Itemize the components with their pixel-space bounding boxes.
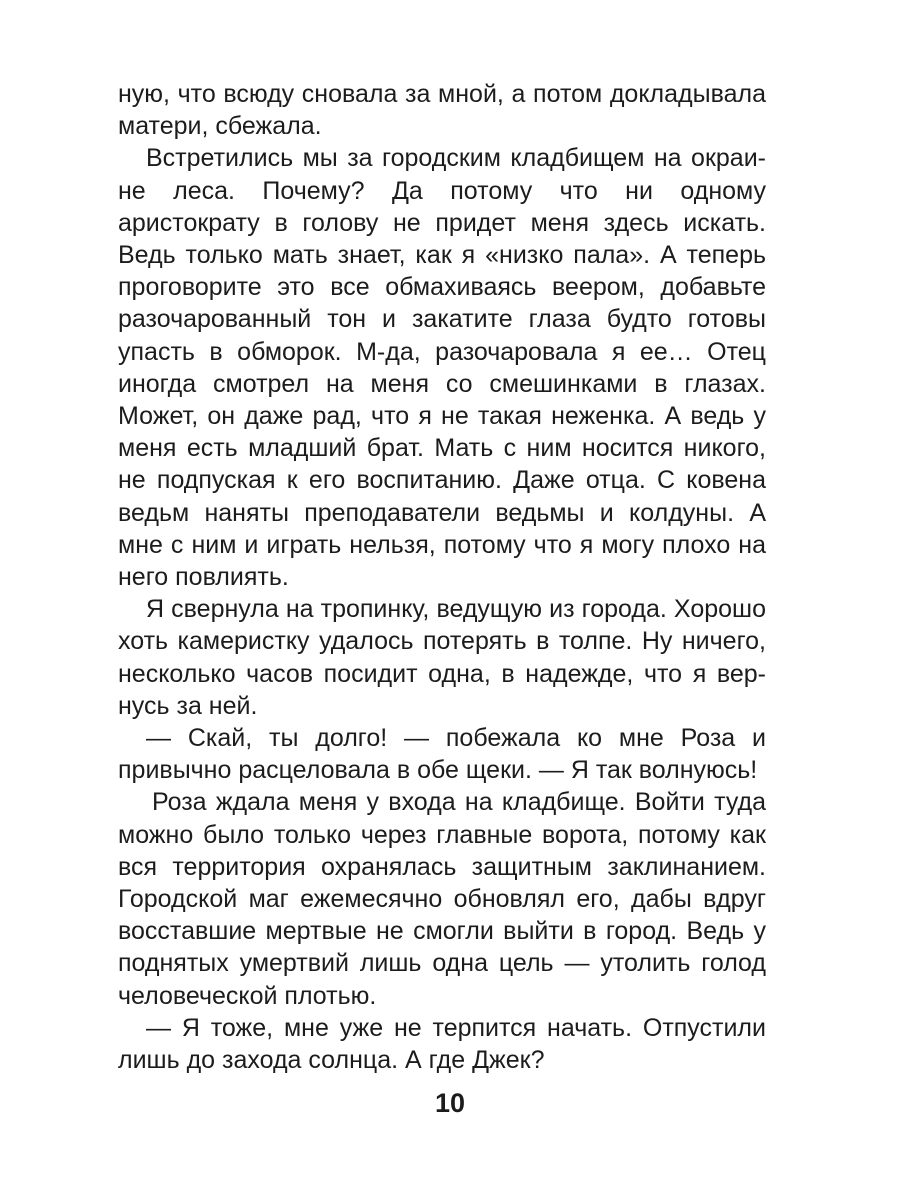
- paragraph-4: — Скай, ты долго! — побежала ко мне Роза и привычно расцеловала в обе щеки. — Я так волнуюсь!: [118, 724, 766, 785]
- paragraph-2: Встретились мы за городским кладбищем на окраине леса. Почему? Да потому что ни одному аристократу в голову не придет меня здесь искать. Ведь только мать знает, как я «низко пала». А теперь проговорите это все обмахиваясь веером, добавьте разочарованный тон и закатите глаза будто готовы упасть в обморок. М-да, разочаровала я ее… Отец иногда смотрел на меня со смешинками в глазах. Может, он даже рад, что я не такая неженка. А ведь у меня есть младший брат. Мать с ним носится никого, не подпуская к его воспитанию. Даже отца. С ковена ведьм наняты преподаватели ведьмы и колдуны. А мне с ним и играть нельзя, потому что я могу плохо на него повлиять.: [118, 144, 766, 592]
- page-number: 10: [434, 1088, 466, 1118]
- paragraph-5: Роза ждала меня у входа на кладбище. Войти туда можно было только через главные ворота, потому как вся территория охранялась защитным заклинанием. Городской маг ежемесячно обновлял его, дабы вдруг восставшие мертвые не смогли выйти в город. Ведь у поднятых умертвий лишь одна цель — утолить голод человеческой плотью.: [118, 788, 766, 1010]
- paragraph-6: — Я тоже, мне уже не терпится начать. Отпустили лишь до захода солнца. А где Джек?: [118, 1013, 766, 1075]
- body-text: [118, 78, 766, 1076]
- paragraph-1: ную, что всюду сновала за мной, а потом докладывала матери, сбежала.: [118, 80, 766, 141]
- paragraph-3: Я свернула на тропинку, ведущую из города. Хорошо хоть камеристку удалось потерять в толпе. Ну ничего, несколько часов посидит одна, в надежде, что я вернусь за ней.: [118, 595, 766, 720]
